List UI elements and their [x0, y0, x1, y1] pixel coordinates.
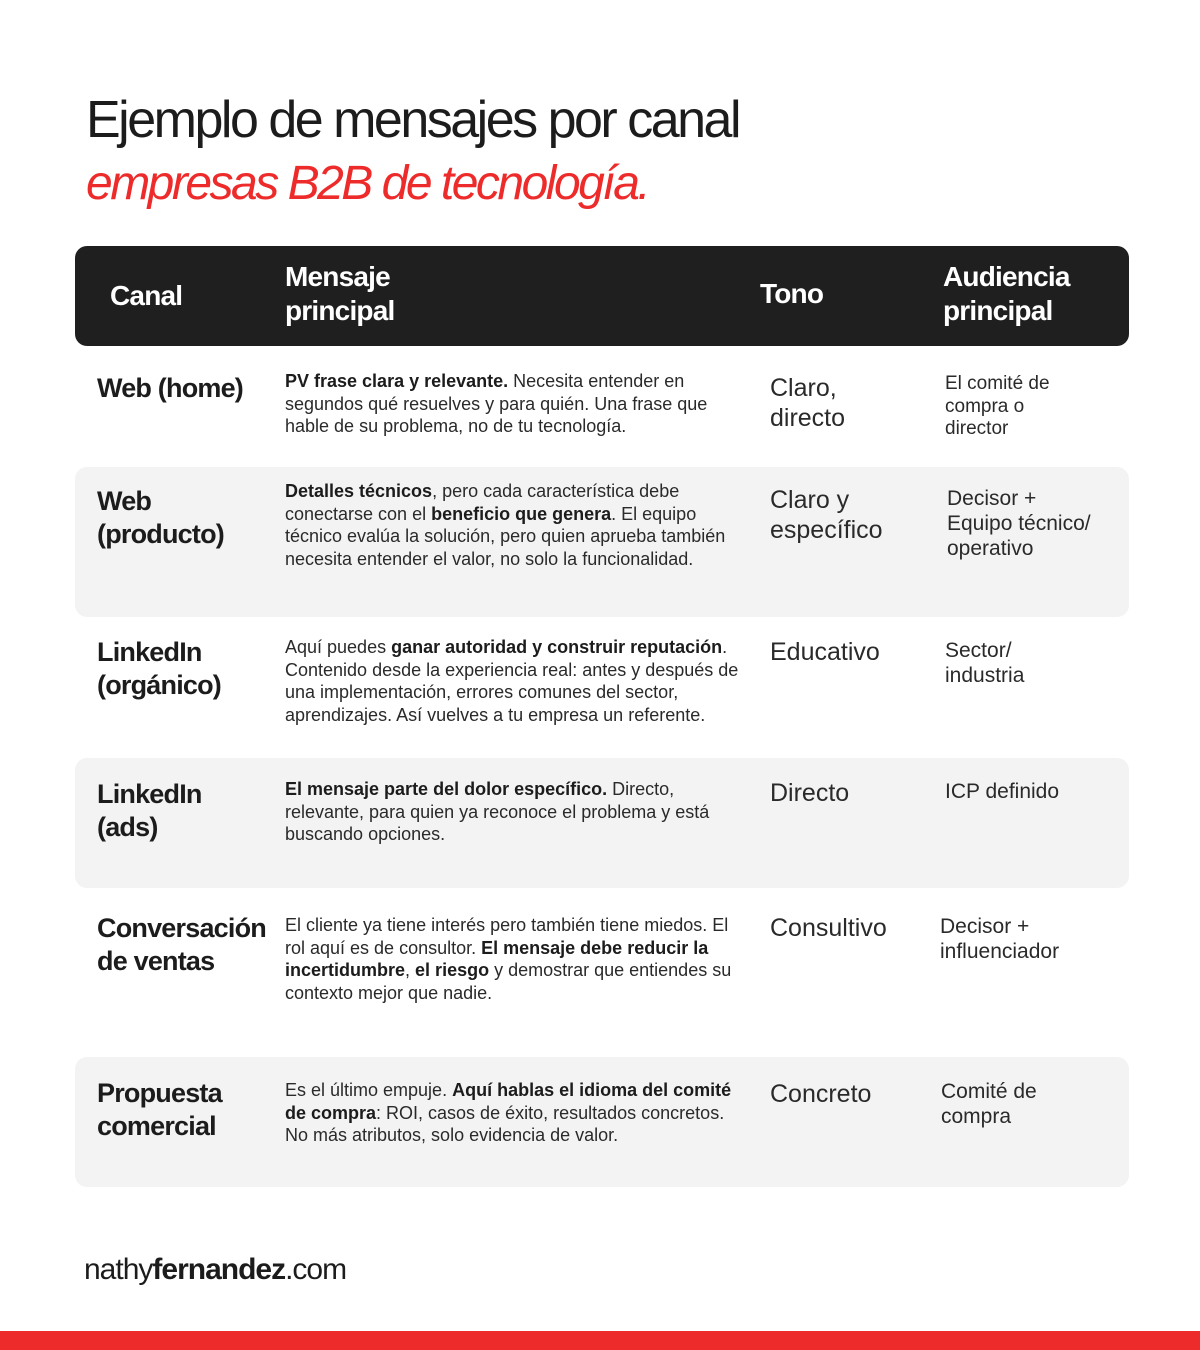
table-row	[75, 1057, 1129, 1187]
header-canal: Canal	[110, 280, 183, 311]
table-header	[75, 246, 1129, 346]
table-row	[75, 894, 1129, 1052]
table-row	[75, 358, 1129, 462]
cell-tono: Claro y específico	[770, 486, 883, 544]
cell-mensaje: PV frase clara y relevante. Necesita entender en segundos qué resuelves y para quién. Una frase que hable de su problema, no de tu tecnología.	[285, 371, 708, 436]
title-line-1: Ejemplo de mensajes por canal	[86, 91, 740, 149]
brand-footer	[84, 1253, 346, 1287]
cell-audiencia: Comité de compra	[941, 1080, 1037, 1128]
page-title	[86, 91, 740, 210]
table-row	[75, 758, 1129, 888]
header-audiencia: Audiencia principal	[943, 261, 1070, 326]
cell-tono: Concreto	[770, 1080, 872, 1108]
cell-audiencia: ICP definido	[945, 780, 1060, 803]
cell-tono: Directo	[770, 779, 850, 807]
brand-bold: fernandez	[152, 1253, 286, 1286]
header-tono: Tono	[760, 278, 824, 309]
channel-messages-table	[75, 246, 1129, 1145]
cell-canal: Conversación de ventas	[97, 913, 266, 976]
cell-audiencia: Decisor + influenciador	[940, 915, 1060, 963]
cell-canal: Web (producto)	[97, 486, 224, 549]
cell-canal: LinkedIn (orgánico)	[97, 637, 221, 700]
cell-canal: Web (home)	[97, 373, 243, 403]
brand-light: nathy	[84, 1253, 153, 1286]
footer-accent-bar	[0, 1331, 1200, 1350]
cell-mensaje: Aquí puedes ganar autoridad y construir reputación. Contenido desde la experiencia real: antes y después de una implementación, errores comunes del sector, aprendizajes. Así vuelves a tu empresa un referente.	[285, 637, 739, 725]
cell-audiencia: Sector/ industria	[945, 639, 1025, 687]
header-mensaje: Mensaje principal	[285, 261, 395, 326]
cell-tono: Claro, directo	[770, 374, 846, 432]
cell-mensaje: El mensaje parte del dolor específico. Directo, relevante, para quien ya reconoce el problema y está buscando opciones.	[285, 779, 710, 844]
cell-canal: Propuesta comercial	[97, 1078, 222, 1141]
title-line-2: empresas B2B de tecnología.	[86, 157, 649, 210]
table-row	[75, 622, 1129, 754]
cell-mensaje: Es el último empuje. Aquí hablas el idioma del comité de compra: ROI, casos de éxito, resultados concretos. No más atributos, solo evidencia de valor.	[285, 1080, 732, 1145]
cell-mensaje: El cliente ya tiene interés pero también tiene miedos. El rol aquí es de consultor. El mensaje debe reducir la incertidumbre, el riesgo y demostrar que entiendes su contexto mejor que nadie.	[285, 915, 732, 1003]
brand-suffix: .com	[285, 1253, 347, 1286]
cell-mensaje: Detalles técnicos, pero cada característica debe conectarse con el beneficio que genera. El equipo técnico evalúa la solución, pero quien aprueba también necesita entender el valor, no solo la funcionalidad.	[285, 481, 726, 569]
cell-canal: LinkedIn (ads)	[97, 779, 202, 842]
cell-audiencia: Decisor + Equipo técnico/ operativo	[947, 487, 1091, 560]
table-row	[75, 467, 1129, 617]
cell-tono: Educativo	[770, 638, 880, 666]
cell-tono: Consultivo	[770, 914, 887, 942]
cell-audiencia: El comité de compra o director	[945, 373, 1050, 439]
